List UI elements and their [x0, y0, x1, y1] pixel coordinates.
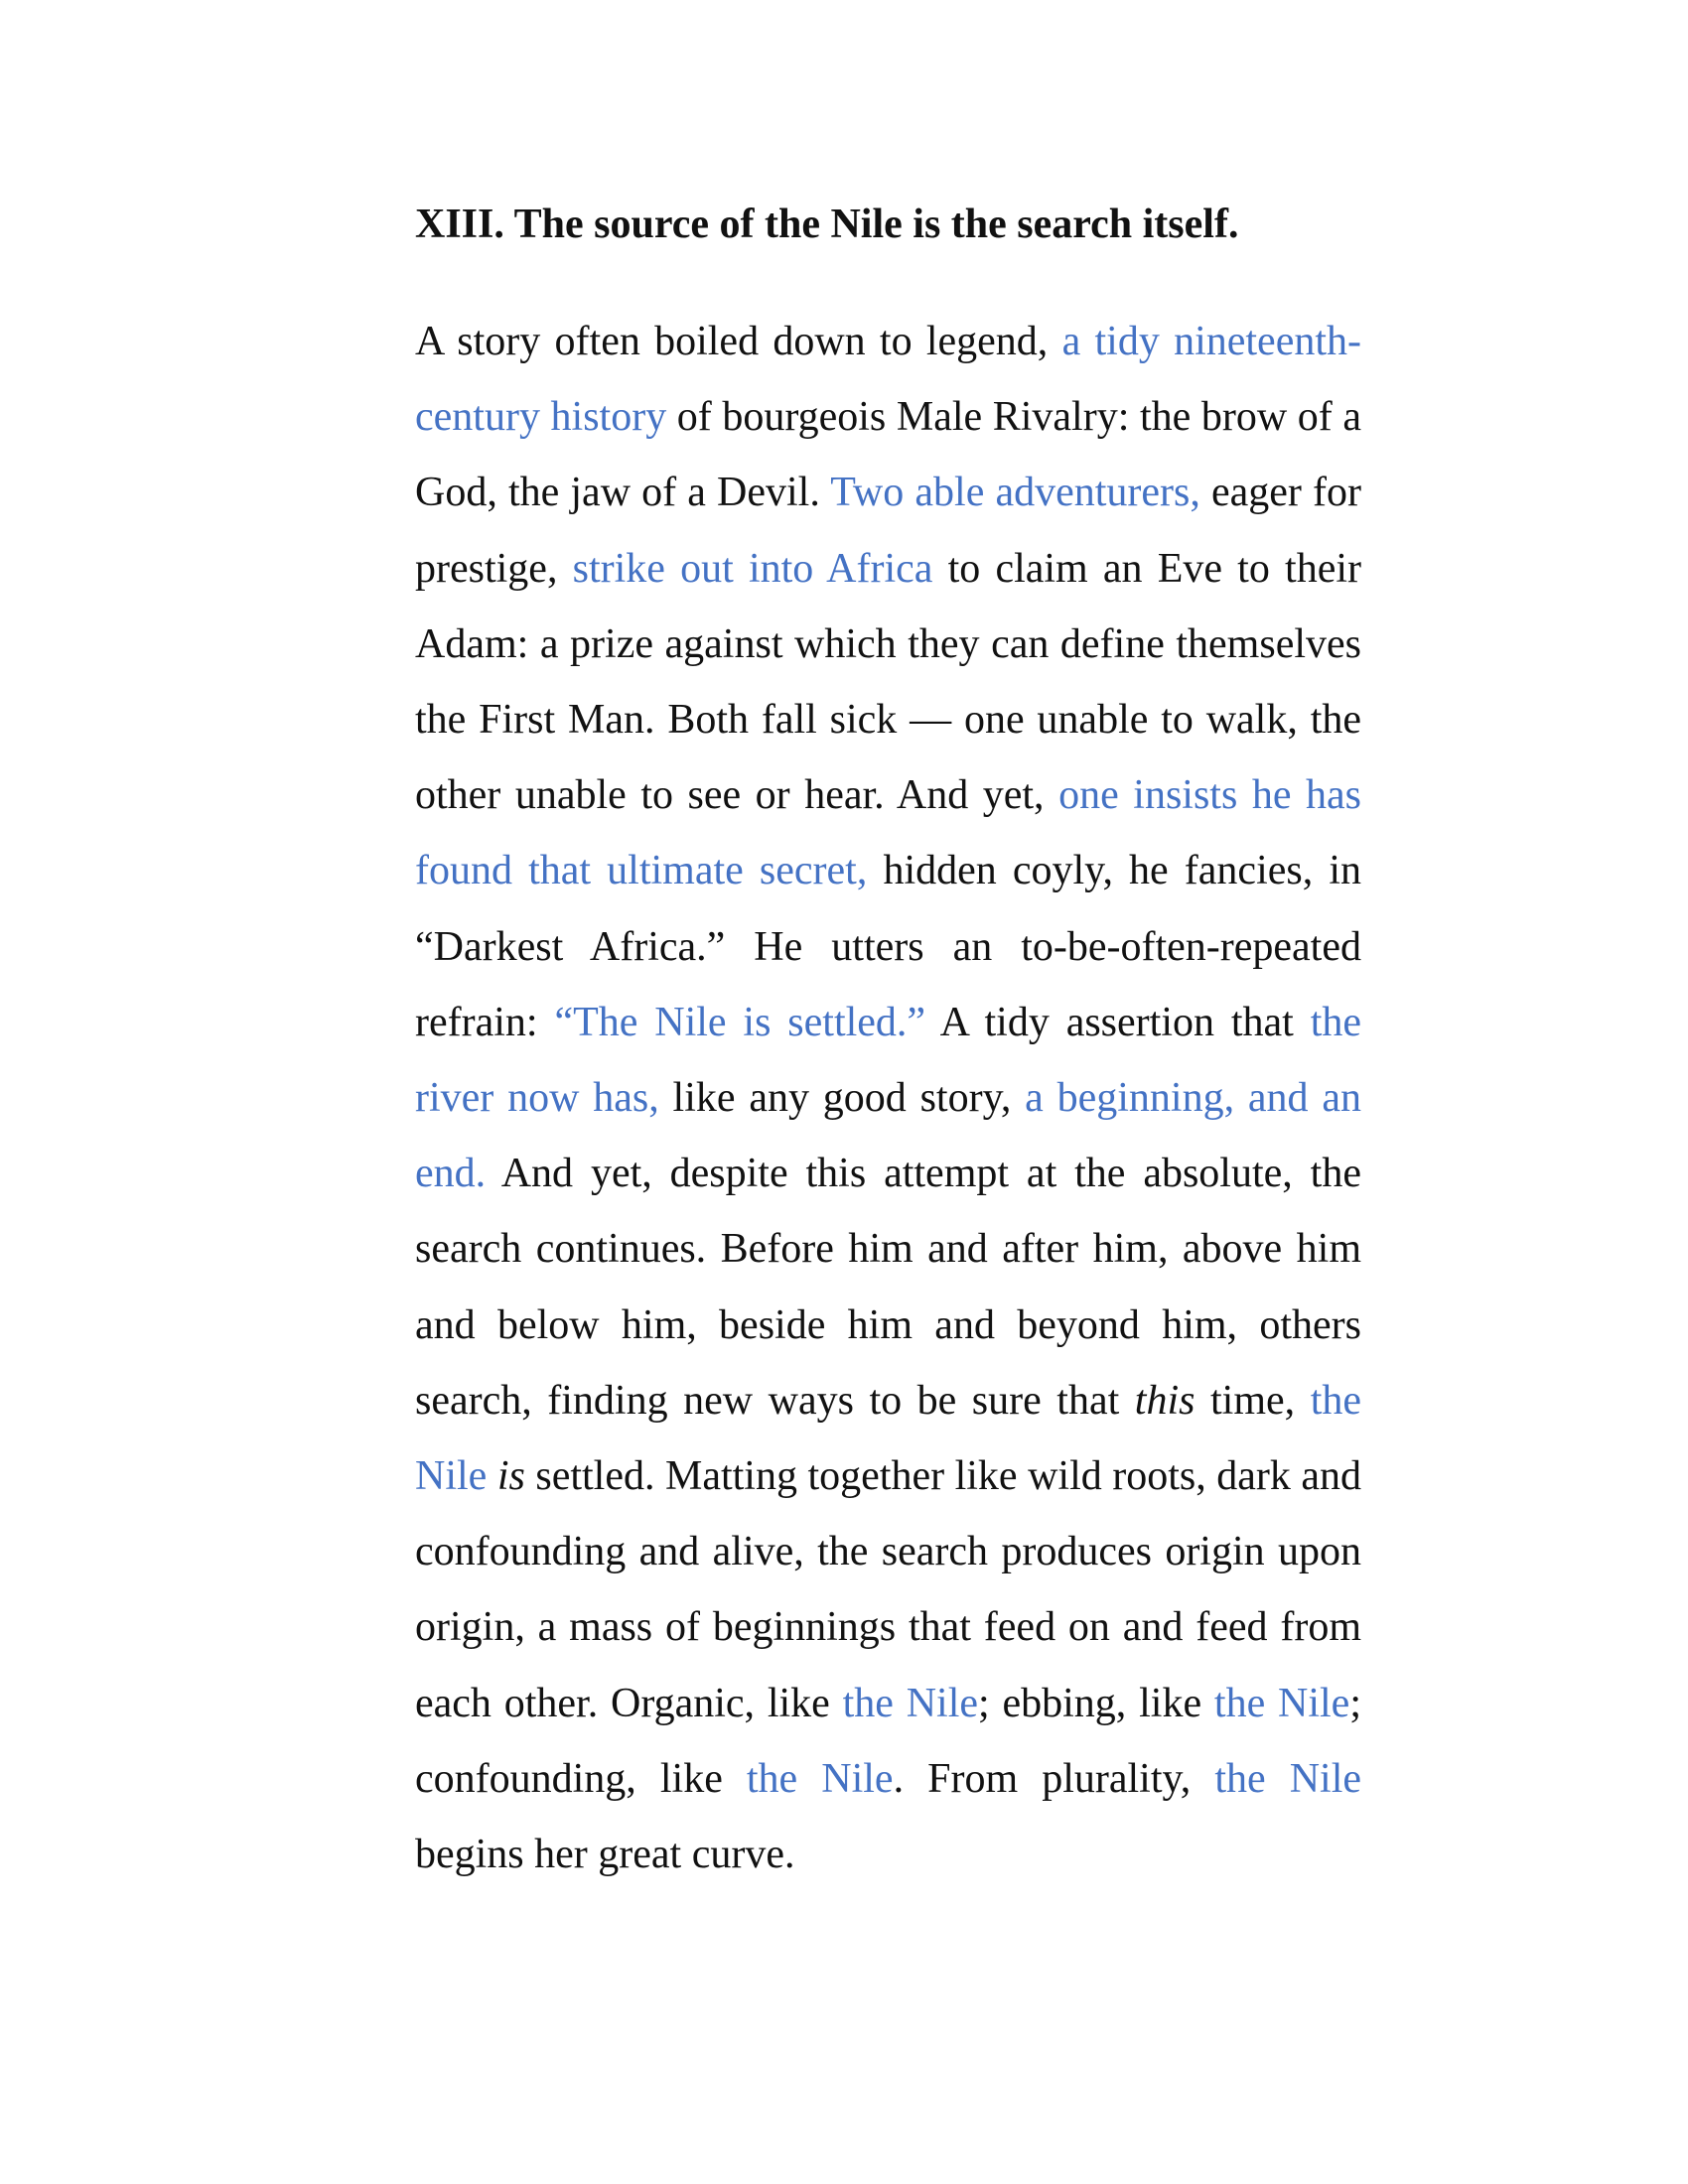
text-run [487, 1453, 497, 1499]
highlighted-phrase: a tidy nineteenth-century history [415, 319, 1361, 441]
text-run: And yet, despite this attempt at the absolute, the search continues. Before him and after him, above him and below him, beside him and beyond him, others search, finding new ways to be sure that [415, 1151, 1361, 1424]
highlighted-phrase: the Nile [746, 1755, 894, 1802]
text-run: begins her great curve. [415, 1832, 795, 1878]
highlighted-phrase: a beginning, and an end. [415, 1075, 1361, 1197]
highlighted-phrase: the Nile [415, 1377, 1361, 1500]
highlighted-phrase: the Nile [842, 1680, 979, 1726]
highlighted-phrase: the river now has, [415, 999, 1361, 1122]
text-run: ; ebbing, like [978, 1680, 1214, 1726]
italic-word: is [496, 1453, 525, 1500]
highlighted-phrase: the Nile [1213, 1680, 1350, 1726]
highlighted-phrase: the Nile [1214, 1755, 1362, 1802]
text-run: A tidy assertion that [925, 999, 1311, 1045]
text-run: eager for prestige, [415, 470, 1362, 592]
section-heading: XIII. The source of the Nile is the search itself. [415, 202, 1239, 247]
italic-word: this [1134, 1377, 1196, 1424]
text-run: time, [1195, 1377, 1311, 1424]
text-run: like any good story, [658, 1075, 1026, 1122]
text-run: . From plurality, [893, 1755, 1215, 1802]
body-paragraph [415, 304, 1361, 1892]
text-run: ; confounding, like [415, 1680, 1361, 1802]
text-run: settled. Matting together like wild roots, dark and confounding and alive, the search produces origin upon origin, a mass of beginnings that feed on and feed from each other. Organic, like [415, 1453, 1362, 1726]
text-run: to claim an Eve to their Adam: a prize against which they can define themselves the First Man. Both fall sick — one unable to walk, the other unable to see or hear. And yet, [415, 545, 1361, 819]
text-run: A story often boiled down to legend, [415, 319, 1062, 364]
highlighted-phrase: one insists he has found that ultimate secret, [415, 772, 1362, 894]
highlighted-phrase: strike out into Africa [572, 545, 933, 592]
text-run: hidden coyly, he fancies, in “Darkest Africa.” He utters an to-be-often-repeated refrain: [415, 848, 1361, 1045]
highlighted-phrase: “The Nile is settled.” [554, 999, 926, 1045]
highlighted-phrase: Two able adventurers, [830, 470, 1200, 516]
text-run: of bourgeois Male Rivalry: the brow of a God, the jaw of a Devil. [415, 394, 1361, 516]
